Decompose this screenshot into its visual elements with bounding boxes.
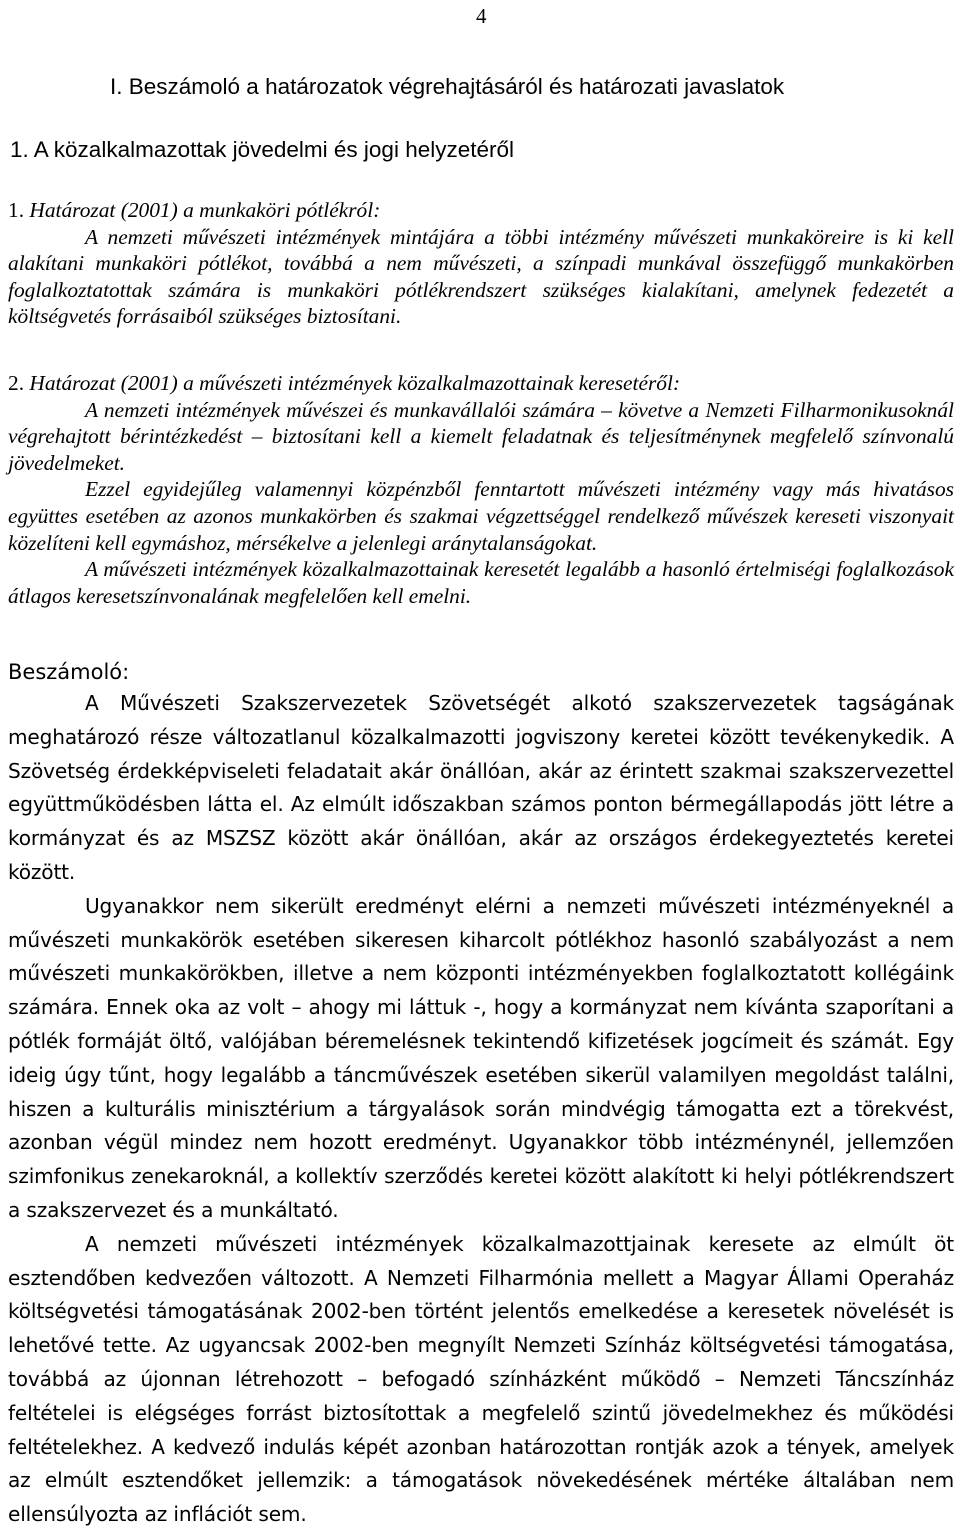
resolution-1-title-text: Határozat (2001) a munkaköri pótlékról:: [24, 198, 381, 222]
resolution-1-title: [8, 197, 954, 224]
report-paragraph-2: Ugyanakkor nem sikerült eredményt elérni a nemzeti művészeti intézményeknél a művészeti munkakörök esetében sikeresen kiharcolt pótlékhoz hasonló szabályozást a nem művészeti munkakörökben, illetve a nem központi intézményekben foglalkoztatott kollégáink számára. Ennek oka az volt – ahogy mi láttuk -, hogy a kormányzat nem kívánta szaporítani a pótlék formáját öltő, valójában béremelésnek tekintendő kifizetések jogcímeit és számát. Egy ideig úgy tűnt, hogy legalább a táncművészek esetében sikerül valamilyen megoldást találni, hiszen a kulturális minisztérium a tárgyalások során mindvégig támogatta ezt a törekvést, azonban végül mindez nem hozott eredményt. Ugyanakkor több intézménynél, jellemzően szimfonikus zenekaroknál, a kollektív szerződés keretei között alakított ki helyi pótlékrendszert a szakszervezet és a munkáltató.: [8, 893, 954, 1222]
subsection-heading: 1. A közalkalmazottak jövedelmi és jogi helyzetéről: [10, 137, 515, 162]
page-number: 4: [476, 4, 487, 28]
resolution-1: [8, 197, 954, 330]
resolution-1-paragraph: A nemzeti művészeti intézmények mintájára a többi intézmény művészeti munkaköreire is ki kell alakítani munkaköri pótlékot, továbbá a nem művészeti, a színpadi munkával összefüggő munkakörben foglalkoztatottak számára is munkaköri pótlékrendszert szükséges kialakítani, amelynek fedezetét a költségvetés forrásaiból szükséges biztosítani.: [8, 224, 954, 329]
report-body: [8, 687, 954, 1532]
resolution-1-number: 1.: [8, 198, 25, 222]
resolution-2-paragraph-2: Ezzel egyidejűleg valamennyi közpénzből fenntartott művészeti intézmény vagy más hivatásos együttes esetében az azonos munkakörben és szakmai végzettséggel rendelkező művészek kereseti viszonyait közelíteni kell egymáshoz, mérsékelve a jelenlegi aránytalanságokat.: [8, 477, 954, 555]
resolution-2-title-text: Határozat (2001) a művészeti intézmények közalkalmazottainak keresetéről:: [24, 371, 681, 395]
resolution-2-title: [8, 370, 954, 397]
resolution-2: [8, 370, 954, 609]
report-paragraph-3: A nemzeti művészeti intézmények közalkalmazottjainak keresete az elmúlt öt esztendőben kedvezően változott. A Nemzeti Filharmónia mellett a Magyar Állami Operaház költségvetési támogatásának 2002-ben történt jelentős emelkedése a keresetek növelését is lehetővé tette. Az ugyancsak 2002-ben megnyílt Nemzeti Színház költségvetési támogatása, továbbá az újonnan létrehozott – befogadó színházként működő – Nemzeti Táncszínház feltételei is elégséges forrást biztosítottak a megfelelő szintű jövedelmekhez és működési feltételekhez. A kedvező indulás képét azonban határozottan rontják azok a tények, amelyek az elmúlt esztendőket jellemzik: a támogatások növekedésének mértéke általában nem ellensúlyozta az inflációt sem.: [8, 1231, 954, 1527]
resolution-2-paragraph-3: A művészeti intézmények közalkalmazottainak keresetét legalább a hasonló értelmiségi foglalkozások átlagos keresetszínvonalának megfelelően kell emelni.: [8, 557, 954, 608]
resolution-2-paragraph-1: A nemzeti intézmények művészei és munkavállalói számára – követve a Nemzeti Filharmonikusoknál végrehajtott bérintézkedést – biztosítani kell a kiemelt feladatnak és teljesítménynek megfelelő színvonalú jövedelmeket.: [8, 397, 954, 475]
resolution-2-number: 2.: [8, 371, 25, 395]
report-paragraph-1: A Művészeti Szakszervezetek Szövetségét alkotó szakszervezetek tagságának meghatározó része változatlanul közalkalmazotti jogviszony keretei között tevékenykedik. A Szövetség érdekképviseleti feladatait akár önállóan, akár az érintett szakmai szakszervezettel együttműködésben látta el. Az elmúlt időszakban számos ponton bérmegállapodás jött létre a kormányzat és az MSZSZ között akár önállóan, akár az országos érdekegyeztetés keretei között.: [8, 691, 954, 884]
section-heading: I. Beszámoló a határozatok végrehajtásáról és határozati javaslatok: [110, 74, 785, 99]
report-title: Beszámoló:: [8, 660, 130, 684]
